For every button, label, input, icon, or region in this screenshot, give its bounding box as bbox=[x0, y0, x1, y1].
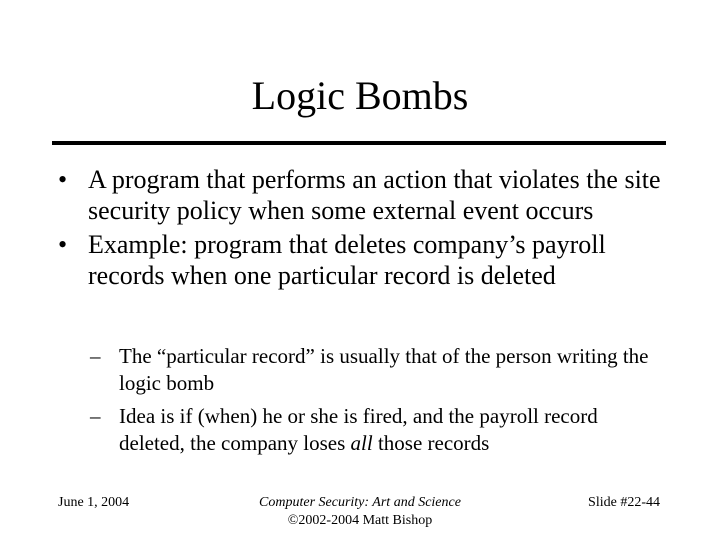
title-divider bbox=[52, 141, 666, 145]
bullet-marker: • bbox=[58, 165, 68, 194]
bullet-list bbox=[58, 164, 678, 294]
sub-bullet-text-end: those records bbox=[372, 431, 490, 455]
footer-course-title: Computer Security: Art and Science bbox=[259, 495, 461, 510]
footer-credits bbox=[210, 494, 510, 530]
sub-bullet-text-start: Idea is if (when) he or she is fired, and the payroll record deleted, the company loses bbox=[119, 404, 598, 455]
sub-bullet-marker: – bbox=[90, 404, 101, 428]
sub-bullet-emphasis: all bbox=[350, 431, 373, 455]
bullet-text: Example: program that deletes company’s payroll records when one particular record is deleted bbox=[88, 230, 606, 290]
footer-slide-number: Slide #22-44 bbox=[588, 495, 660, 510]
slide-title: Logic Bombs bbox=[251, 73, 469, 118]
sub-bullet-text: The “particular record” is usually that of the person writing the logic bomb bbox=[119, 344, 649, 395]
sub-bullet-item bbox=[90, 403, 650, 457]
bullet-marker: • bbox=[58, 230, 68, 259]
bullet-text: A program that performs an action that violates the site security policy when some external event occurs bbox=[88, 165, 661, 225]
sub-bullet-list bbox=[90, 343, 650, 463]
sub-bullet-item bbox=[90, 343, 650, 397]
sub-bullet-marker: – bbox=[90, 344, 101, 368]
footer-date: June 1, 2004 bbox=[58, 495, 130, 510]
bullet-item bbox=[58, 229, 678, 291]
footer-copyright: ©2002-2004 Matt Bishop bbox=[287, 513, 433, 528]
bullet-item bbox=[58, 164, 678, 226]
